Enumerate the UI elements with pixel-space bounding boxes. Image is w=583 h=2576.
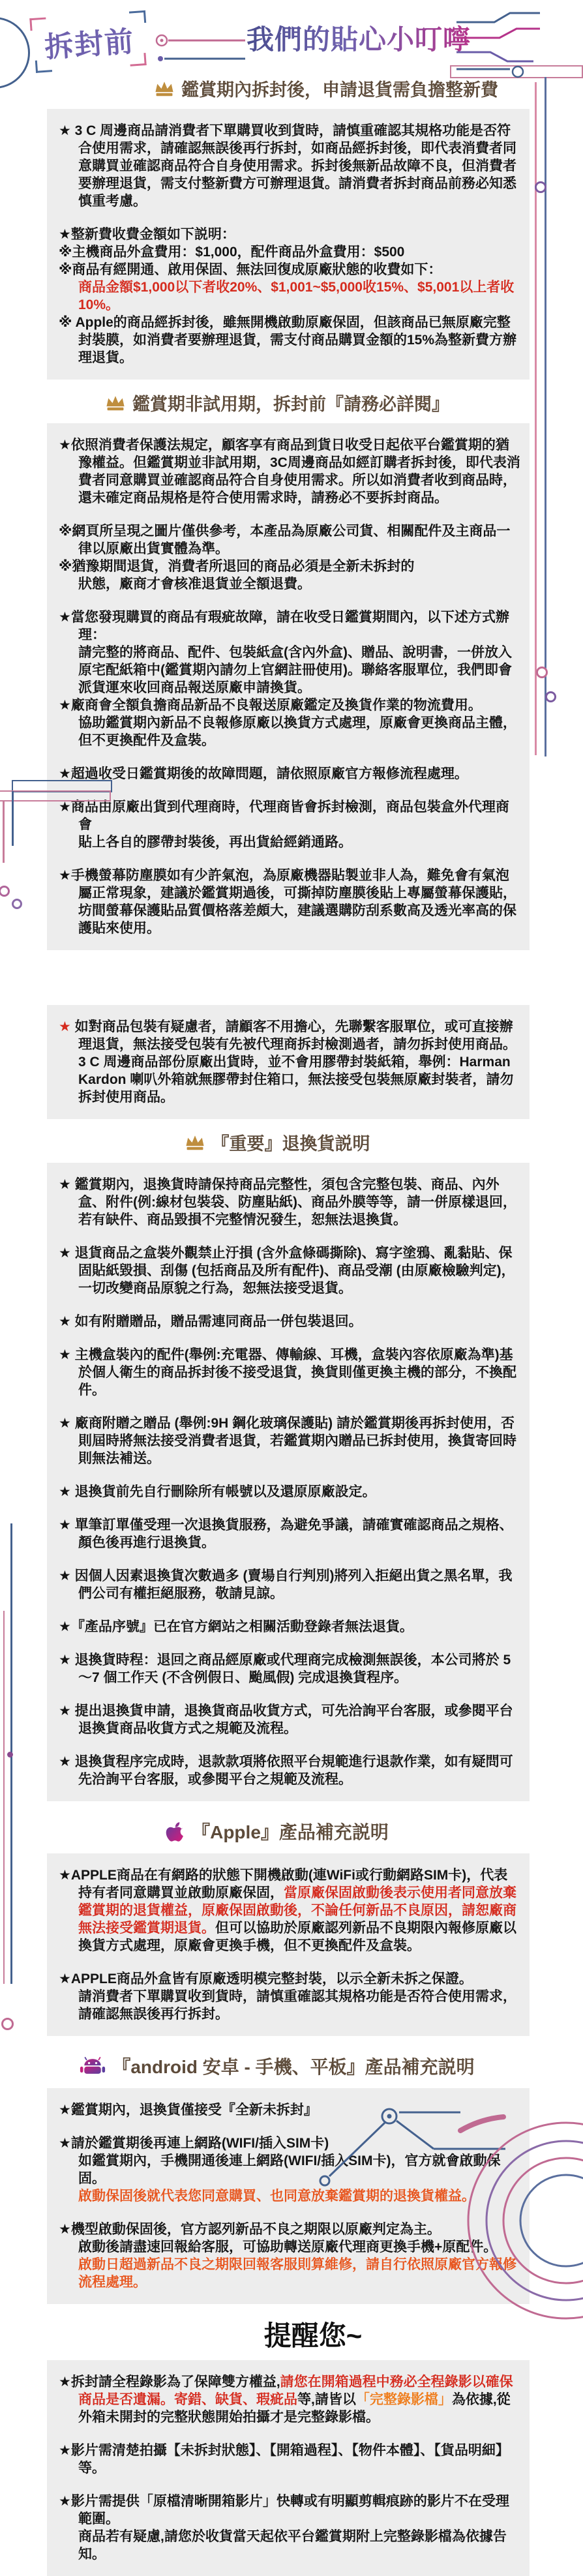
notice-paragraph: ※猶豫期間退貨，消費者所退回的商品必須是全新未拆封的 狀態，廠商才會核准退貨並全額退費。 (59, 559, 415, 592)
stamp-corner-icon (129, 53, 146, 67)
notice-paragraph: ★ 主機盒裝內的配件(舉例:充電器、傳輸線、耳機，盒裝內容依原廠為準)基於個人衛生的商品拆封後不接受退貨，換貨則僅更換主機的部分，不換配件。 (59, 1347, 516, 1398)
notice-box-apple (47, 1853, 530, 2036)
stamp-corner-icon (129, 10, 146, 24)
notice-paragraph: ★ 鑑賞期內，退換貨時請保持商品完整性，須包含完整包裝、商品、內外盒、附件(例:線材包裝袋、防塵貼紙)、商品外膜等等，請一併原樣退回，若有缺件、商品毀損不完整情況發生，恕無法退換貨。 (59, 1177, 516, 1227)
page-title: 我們的貼心小叮嚀 (247, 18, 471, 57)
section-heading-text: 鑑賞期非試用期，拆封前『請務必詳閱』 (132, 395, 449, 414)
section-heading-important (0, 1130, 554, 1155)
circuit-right-icon (456, 9, 541, 82)
notice-paragraph: ★鑑賞期內，退換貨僅接受『全新未拆封』 (59, 2103, 318, 2118)
notice-paragraph: ★『產品序號』已在官方網站之相關活動登錄者無法退貨。 (59, 1619, 413, 1634)
notice-paragraph: ★影片需清楚拍攝【未拆封狀態】、【開箱過程】、【物件本體】、【貨品明細】等。 (59, 2443, 509, 2476)
section-heading-android (0, 2053, 554, 2079)
notice-paragraph: ★手機螢幕防塵膜如有少許氣泡，為原廠機器貼製並非人為，難免會有氣泡屬正常現象，建議於鑑賞期過後，可撕掉防塵膜後貼上專屬螢幕保護貼，坊間螢幕保護貼品質價格落差頗大，建議選購防刮系數高及透光率高的保護貼來使用。 (59, 868, 516, 936)
line-decoration (10, 1523, 12, 1984)
page-header (0, 0, 554, 65)
circle-node-decoration (536, 666, 548, 678)
notice-paragraph: ★ 提出退換貨申請，退換貨商品收貨方式，可先洽詢平台客服，或參閱平台退換貨商品收貨方式之規範及流程。 (59, 1703, 513, 1736)
section-heading-text: 『Apple』產品補充説明 (192, 1822, 389, 1842)
notice-paragraph: ★APPLE商品外盒皆有原廠透明模完整封裝，以示全新未拆之保證。 請消費者下單購買收到貨時，請慎重確認其規格功能是否符合使用需求，請確認無誤後再行拆封。 (59, 1971, 516, 2022)
notice-paragraph: ★ 退換貨時程：退回之商品經原廠或代理商完成檢測無誤後，本公司將於 5～7 個工作天 (不含例假日、颱風假) 完成退換貨程序。 (59, 1653, 511, 1685)
notice-box-exchange (47, 1163, 530, 1801)
section-heading-text: 『重要』退換貨説明 (211, 1134, 370, 1154)
circle-node-decoration (12, 899, 22, 909)
line-decoration (3, 1611, 5, 1984)
notice-paragraph: ★商品由原廠出貨到代理商時，代理商皆會拆封檢測，商品包裝盒外代理商會 貼上各自的膠帶封裝後，再出貨給經銷通路。 (59, 800, 509, 850)
notice-paragraph: ★ 3 C 周邊商品請消費者下單購買收到貨時，請慎重確認其規格功能是否符合使用需求，請確認無誤後再行拆封，如商品經拆封後，即代表消費者同意購買並確認商品符合自身使用需求。拆封後無新品故障不良，但消費者要辦理退貨，需支付整新費方可辦理退貨。請消費者拆封商品前務必知悉慎重考慮。 (59, 123, 516, 209)
crown-icon (154, 80, 175, 97)
notice-paragraph: ★超過收受日鑑賞期後的故障問題，請依照原廠官方報修流程處理。 (59, 766, 468, 781)
notice-paragraph: ★請於鑑賞期後再連上網路(WIFI/插入SIM卡) 如鑑賞期內，手機開通後連上網路(WIFI/插入SIM卡)，官方就會啟動保固。 啟動保固後就代表您同意購買、也同意放棄鑑賞期的退換貨權益。 (59, 2136, 501, 2204)
crown-icon (105, 395, 126, 412)
notice-paragraph: ※主機商品外盒費用：$1,000，配件商品外盒費用：$500 (59, 245, 405, 260)
notice-paragraph: ★ 如有附贈贈品，贈品需連同商品一併包裝退回。 (59, 1314, 363, 1329)
notice-paragraph: ★ 退換貨程序完成時，退款款項將依照平台規範進行退款作業，如有疑問可先洽詢平台客服，或參閱平台之規範及流程。 (59, 1754, 513, 1787)
notice-paragraph: ★ 單筆訂單僅受理一次退換貨服務，為避免爭議，請確實確認商品之規格、顏色後再進行退換貨。 (59, 1518, 513, 1550)
circle-node-decoration (545, 691, 556, 702)
line-decoration (12, 791, 14, 846)
notice-paragraph: ★廠商會全額負擔商品新品不良報送原廠鑑定及換貨作業的物流費用。 協助鑑賞期內新品不良報修原廠以換貨方式處理，原廠會更換商品主體，但不更換配件及盒裝。 (59, 698, 516, 748)
notice-paragraph: ※ Apple的商品經拆封後，雖無開機啟動原廠保固，但該商品已無原廠完整封裝膜，如消費者要辦理退貨，需支付商品購買金額的15%為整新費方辦理退貨。 (59, 315, 517, 365)
notice-paragraph: ★ 退貨商品之盒裝外觀禁止汙損 (含外盒條碼撕除)、寫字塗鴉、亂黏貼、保固貼紙毀損、刮傷 (包括商品及所有配件)、商品受潮 (由原廠檢驗判定)，一切改變商品原貌之行為，恕無法接受退貨。 (59, 1246, 515, 1296)
circle-node-decoration (1, 2018, 14, 2030)
notice-paragraph: ★整新費收費金額如下説明： (59, 227, 235, 242)
crown-icon (185, 1134, 205, 1151)
line-decoration (535, 82, 537, 755)
notice-box-fee (47, 109, 530, 380)
notice-paragraph: ※商品有經開通、啟用保固、無法回復成原廠狀態的收費如下： 商品金額$1,000以下者收20%、$1,001~$5,000收15%、$5,001以上者收10%。 (59, 262, 515, 312)
notice-paragraph: ※網頁所呈現之圖片僅供參考，本產品為原廠公司貨、相關配件及主商品一律以原廠出貨實體為準。 (59, 524, 511, 556)
section-heading-apple (0, 1818, 554, 1844)
notice-box-reminder (47, 2360, 530, 2576)
android-robot-icon (80, 2056, 106, 2076)
stamp-corner-icon (29, 18, 46, 31)
notice-box-packaging (47, 1005, 530, 1119)
circuit-left-icon (154, 31, 245, 68)
section-heading-text: 鑑賞期內拆封後，申請退貨需負擔整新費 (181, 80, 498, 100)
section-heading-reminder: 提醒您~ (263, 2320, 363, 2351)
notice-paragraph: ★ 如對商品包裝有疑慮者，請顧客不用擔心，先聯繫客服單位，或可直接辦理退貨，無法接受包裝有先被代理商拆封檢測過者，請勿拆封使用商品。 3 C 周邊商品部份原廠出貨時，並不會用膠帶封裝紙箱，舉例：Harman Kardon 喇叭外箱就無膠帶封住箱口，無法接受包裝無原廠封裝者，請勿拆封使用商品。 (59, 1019, 516, 1105)
circle-node-decoration (0, 886, 10, 897)
stamp-text: 拆封前 (43, 25, 136, 64)
stamp-corner-icon (35, 59, 52, 73)
dot-decoration (7, 1752, 13, 1758)
section-heading-text: 『android 安卓 - 手機、平板』產品補充説明 (112, 2057, 475, 2077)
circuit-bottom-decoration (0, 2098, 554, 2212)
notice-paragraph: ★依照消費者保護法規定，顧客享有商品到貨日收受日起依平台鑑賞期的猶豫權益。但鑑賞期並非試用期，3C周邊商品如經訂購者拆封後，即代表消費者同意購買並確認商品符合自身使用需求。所以如消費者收到商品時，還未確定商品規格是符合使用需求時，請務必不要拆封商品。 (59, 438, 520, 505)
line-decoration (3, 800, 5, 863)
notice-paragraph: ★ 退換貨前先自行刪除所有帳號以及還原原廠設定。 (59, 1484, 376, 1499)
notice-paragraph: ★影片需提供「原檔清晰開箱影片」快轉或有明顯剪輯痕跡的影片不在受理範圍。 商品若有疑慮,請您於收貨當天起依平台鑑賞期附上完整錄影檔為依據告知。 (59, 2494, 509, 2562)
line-decoration (545, 77, 546, 756)
circle-node-decoration (535, 181, 546, 193)
notice-box-trial (47, 423, 530, 950)
notice-paragraph: ★ 因個人因素退換貨次數過多 (賣場自行判別)將列入拒絕出貨之黑名單，我們公司有權拒絕服務，敬請見諒。 (59, 1568, 513, 1601)
stamp-before-unboxing (32, 12, 146, 72)
notice-paragraph: ★拆封請全程錄影為了保障雙方權益,請您在開箱過程中務必全程錄影以確保商品是否遺漏。寄錯、缺貨、瑕疵品等,請皆以「完整錄影檔」為依據,從外箱未開封的完整狀態開始拍攝才是完整錄影檔。 (59, 2374, 513, 2425)
notice-paragraph: ★機型啟動保固後，官方認列新品不良之期限以原廠判定為主。 啟動後請盡速回報給客服，可協助轉送原廠代理商更換手機+原配件。 啟動日超過新品不良之期限回報客服則算維修，請自行依照原廠官方報修流程處理。 (59, 2222, 516, 2290)
section-heading-trial (0, 390, 554, 415)
notice-paragraph: ★當您發現購買的商品有瑕疵故障，請在收受日鑑賞期間內，以下述方式辦理： 請完整的將商品、配件、包裝紙盒(含內外盒)、贈品、說明書，一併放入原宅配紙箱中(鑑賞期內請勿上官網註冊使用)。聯絡客服單位，我們即會派貨運來收回商品報送原廠申請換貨。 (59, 610, 512, 695)
notice-paragraph: ★APPLE商品在有網路的狀態下開機啟動(連WiFi或行動網路SIM卡)，代表持有者同意購買並啟動原廠保固，當原廠保固啟動後表示使用者同意放棄鑑賞期的退貨權益，原廠保固啟動後，不論任何新品不良原因，請恕廠商無法接受鑑賞期退貨。但可以協助於原廠認列新品不良期限內報修原廠以換貨方式處理，原廠會更換手機，但不更換配件及盒裝。 (59, 1868, 516, 1953)
notice-paragraph: ★ 廠商附贈之贈品 (舉例:9H 鋼化玻璃保護貼) 請於鑑賞期後再拆封使用，否則屆時將無法接受消費者退貨，若鑑賞期內贈品已拆封使用，換貨寄回時則無法補送。 (59, 1416, 516, 1466)
apple-logo-icon (166, 1820, 185, 1842)
